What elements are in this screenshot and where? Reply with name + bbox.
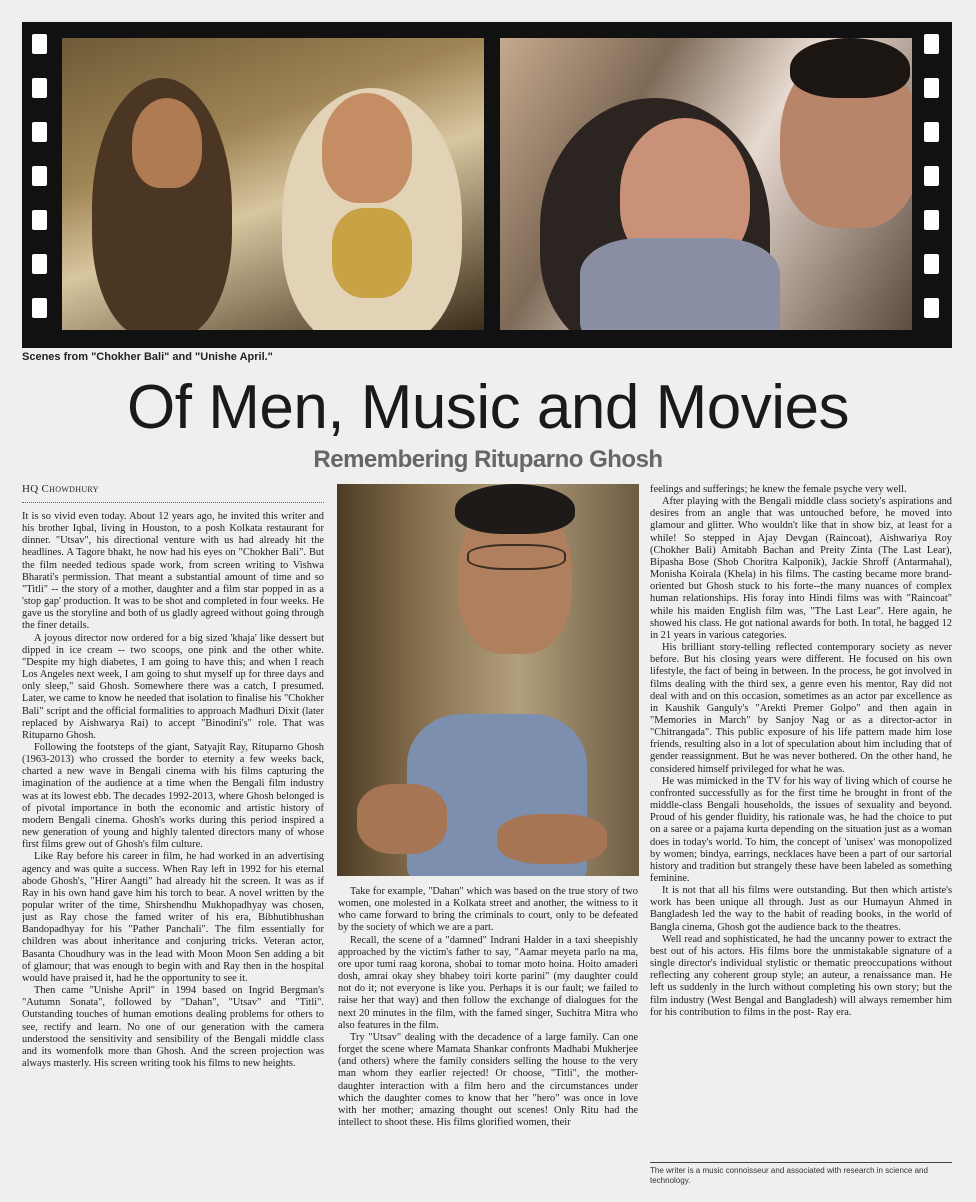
article-column-3 (650, 484, 952, 1150)
paragraph: It is so vivid even today. About 12 years ago, he invited this writer and his brother Iqbal, living in Houston, to a posh Kolkata restaurant for dinner. "Utsav", his directional venture with us had already hit the headlines. A Tagore bhakt, he now had his eyes on "Chokher Bali". But the film needed tedious spade work, from screen writing to Vishwa Bharati's permission. That meant a substantial amount of time and so "Titli" -- the story of a mother, daughter and a film star popped in as a 'stop gap' production. It was to be shot and completed in four weeks. He gave us the storyline and both of us gladly agreed without going through the finer details. (22, 511, 324, 632)
chokher-bali-still (62, 38, 484, 330)
paragraph: A joyous director now ordered for a big sized 'khaja' like dessert but dipped in ice cream -- two scoops, one pink and the other white. "Despite my high diabetes, I am going to have this; and when I reach Los Angeles next week, I am going to shut myself up for three days and only sleep," said Ghosh. Somewhere there was a catch, I presumed. Later, we came to know he needed that isolation to finalise his "Chokher Bali" script and the official formalities to approach Madhuri Dixit (later replaced by Aishwarya Rai) to accept "Binodini's" role. That was Rituparno Ghosh. (22, 632, 324, 741)
paragraph: Then came "Unishe April" in 1994 based on Ingrid Bergman's "Autumn Sonata", followed by "Dahan", "Utsav" and "Titli". Outstanding touches of human emotions dealing problems for others to see, rectify and learn. No one of our generation with the camera understood the sensitivity and sensibility of the Bengali middle class and its womenfolk more than Ghosh. And the screen projection was always masterly. His screen writing took his films to new heights. (22, 985, 324, 1070)
byline-divider (22, 502, 324, 503)
portrait-photo (337, 484, 639, 876)
subheadline: Remembering Rituparno Ghosh (313, 446, 663, 473)
paragraph: Take for example, "Dahan" which was based on the true story of two women, one molested in a Kolkata street and another, the witness to it who came forward to bring the criminals to court, only to be defeated by the society of which we are a part. (338, 886, 638, 934)
paragraph: His brilliant story-telling reflected contemporary society as never before. But his closing years were different. He focused on his own lifestyle, the fact of being in between. In the process, he got involved in films dealing with the third sex, a genre even his mentor, Ray did not deal with and on this occasion, sometimes as an actor par excellence as in Kaushik Ganguly's "Arekti Premer Golpo" and then again in "Memories in March" by Sanjoy Nag or as a director-actor in "Chitrangada". This public exposure of his life pattern made him lose friends, resulting also in a lot of speculation about him including that of gender reassignment. But he was never bothered. On the other hand, he considered himself privileged for what he was. (650, 642, 952, 775)
paragraph: It is not that all his films were outstanding. But then which artiste's work has been unique all through. Just as our Humayun Ahmed in Bangladesh led the way to the habit of reading books, in the world of Bangla cinema, Ghosh got the audience back to the theatres. (650, 885, 952, 933)
unishe-april-still (500, 38, 912, 330)
paragraph: Like Ray before his career in film, he had worked in an advertising agency and was quite a success. When Ray left in 1992 for his eternal abode Ghosh's, "Hirer Aangti" had already hit the screen. It was as if Ray in his own hand gave him his torch to bear. A novel written by the popular writer of the time, Shirshendhu Mukhopadhyay was chosen, just as Ray chose the famed writer of his era, Bibhutibhushan Bandopadhyay for his "Pather Panchali". The film essentially for children was about inheritance and conjuring tricks. Veteran actor, Basanta Choudhury was in the lead with Moon Moon Sen adding a bit of glamour; that was enough to begin with and Ray then in the hospital would have praised it, had he the opportunity to see it. (22, 851, 324, 984)
paragraph: He was mimicked in the TV for his way of living which of course he confronted successfully as for the first time he brought in front of the middle-class Bengali households, the issues of sexuality and beyond. Proud of his gender fluidity, his rationale was, he had the choice to put on a saree or a pajama kurta depending on the situation just as a woman does in today's world. To him, the concept of 'unisex' was monopolized by women; bindya, earrings, necklaces have been a part of our sartorial history and tradition but strangely these have been labeled as something feminine. (650, 775, 952, 884)
film-perforations-right (914, 22, 952, 348)
paragraph: After playing with the Bengali middle class society's aspirations and desires from an angle that was untouched before, he moved into glamour and glitter. Who wouldn't like that in show biz, at least for a while! So stepped in Ajay Devgan (Raincoat), Aishwariya Roy (Chokher Bali) Amitabh Bachan and Preity Zinta (The Last Lear), Bipasha Bose (Shob Choritra Kalponik), Jackie Shroff (Antarmahal), Monisha Koirala (Khela) in his films. The casting became more brand- oriented but Ghosh stuck to his forte--the many nuances of complex human relationships. His foray into Hindi films was with "Raincoat" while his maiden English film was, "The Last Lear". Here again, he showed his class. He got national awards for both. In total, he bagged 12 in 21 years in various categories. (650, 496, 952, 641)
headline: Of Men, Music and Movies (127, 373, 849, 442)
paragraph: Try "Utsav" dealing with the decadence of a large family. Can one forget the scene where Mamata Shankar confronts Madhabi Mukherjee (and others) where the family considers selling the house to the very man whom they earlier rejected! Or choose, "Titli", the mother-daughter interaction with a film hero and the circumstances under which the daughter comes to know that her "hero" was once in love with her mother; amazing thought out scenes! Only Ritu had the intellect to shoot these. His films glorified women, their (338, 1031, 638, 1128)
film-perforations-left (22, 22, 60, 348)
byline: HQ Chowdhury (22, 483, 99, 495)
paragraph: Recall, the scene of a "damned" Indrani Halder in a taxi sheepishly approached by the victim's father to say, "Aamar meyeta parlo na ma, ore upor tumi raag korona, shobai to tomar moto hoina. Hoito amaderi dosh, amrai okay shey bhabey toiri korte parini" (my daughter could not do it; not everyone is like you. Perhaps it is our fault; we failed to raise her that way) and then follow the exchange of dialogues for the next 20 minutes in the film, with the famed singer, Suchitra Mitra who also features in the film. (338, 934, 638, 1031)
paragraph: Following the footsteps of the giant, Satyajit Ray, Rituparno Ghosh (1963-2013) who crossed the border to eternity a few weeks back, charted a new wave in Bengali cinema with his films capturing the imagination of the audience at a time when the Bengali film industry was at its lowest ebb. The decades 1992-2013, where Ghosh belonged is of pivotal importance in both the economic and artistic history of modern Bengali cinema. Ghosh's works during this period inspired a new generation of young and highly talented directors many of whose first films grew out of Ghosh's film culture. (22, 741, 324, 851)
film-strip-photos (22, 22, 952, 348)
author-note: The writer is a music connoisseur and associated with research in science and technology. (650, 1162, 952, 1186)
photo-caption: Scenes from "Chokher Bali" and "Unishe April." (22, 351, 273, 363)
paragraph: feelings and sufferings; he knew the female psyche very well. (650, 484, 907, 495)
article-column-1 (22, 511, 324, 1201)
article-column-2 (338, 886, 638, 1201)
paragraph: Well read and sophisticated, he had the uncanny power to extract the best out of his actors. His films bore the unmistakable signature of a single director's individual stylistic or thematic preoccupations without reflecting any coherent group style; an auteur, a renaissance man. He left us suddenly in the lurch without completing his own story; but the film industry (West Bengal and Bangladesh) will always remember him for his contribution to films in the post- Ray era. (650, 933, 952, 1018)
